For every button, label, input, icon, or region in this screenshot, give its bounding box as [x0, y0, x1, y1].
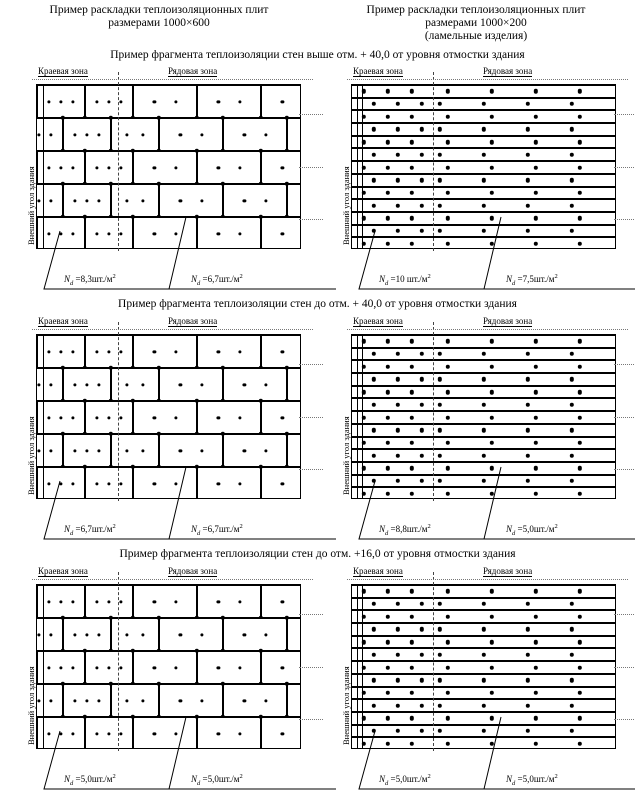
- zone-divider-line: [118, 322, 119, 501]
- label-edge-density: $N_d =8,3шт./м^2$: [64, 273, 116, 287]
- insulation-tile: [287, 118, 301, 151]
- outer-corner-label: Внешний угол здания: [341, 166, 351, 245]
- section-heading-2: Пример фрагмента теплоизоляции стен до отм. + 40,0 от уровня отмостки здания: [118, 298, 517, 310]
- lamella-strip: [352, 411, 616, 424]
- panel-slab-above-40: [16, 66, 331, 299]
- zone-label-field: Рядовая зона: [483, 566, 533, 576]
- title-left: [4, 4, 314, 30]
- label-edge-density: $N_d =8,8шт./м^2$: [379, 523, 431, 537]
- top-guide-line: [347, 79, 628, 80]
- corner-return-line: [43, 335, 44, 498]
- zone-label-edge: Краевая зона: [38, 66, 88, 76]
- insulation-tile: [197, 151, 261, 184]
- label-edge-density: $N_d =10$ $шт./м^2$: [379, 273, 431, 287]
- insulation-tile: [159, 184, 223, 217]
- zone-label-edge: Краевая зона: [353, 566, 403, 576]
- title-right-line1: Пример раскладки теплоизоляционных плит: [366, 4, 586, 16]
- label-field-density: $N_d =6,7шт./м^2$: [191, 523, 243, 537]
- label-field-density: $N_d =5,0шт./м^2$: [191, 773, 243, 787]
- zone-divider-line: [433, 72, 434, 251]
- right-guide-line-0: [614, 364, 635, 365]
- zone-divider-line: [118, 72, 119, 251]
- insulation-tile: [223, 184, 287, 217]
- top-guide-line: [347, 579, 628, 580]
- corner-return-line: [357, 335, 358, 498]
- insulation-tile: [159, 368, 223, 401]
- corner-return-line: [357, 85, 358, 248]
- lamella-strip: [352, 360, 616, 373]
- zone-label-edge: Краевая зона: [353, 66, 403, 76]
- right-guide-line-1: [299, 417, 323, 418]
- panel-slab-upto-16: [16, 566, 331, 799]
- right-guide-line-1: [614, 167, 635, 168]
- zone-label-edge: Краевая зона: [353, 316, 403, 326]
- corner-return-line-2: [362, 585, 363, 748]
- top-guide-line: [32, 579, 313, 580]
- right-guide-line-0: [614, 614, 635, 615]
- top-guide-line: [32, 79, 313, 80]
- label-edge-density: $N_d =5,0шт./м^2$: [64, 773, 116, 787]
- outer-corner-label: Внешний угол здания: [26, 166, 36, 245]
- insulation-tile: [133, 85, 197, 118]
- insulation-tile: [133, 335, 197, 368]
- right-guide-line-1: [299, 167, 323, 168]
- insulation-tile: [287, 368, 301, 401]
- zone-label-field: Рядовая зона: [483, 316, 533, 326]
- insulation-tile: [197, 401, 261, 434]
- right-guide-line-0: [614, 114, 635, 115]
- lamella-strip: [352, 110, 616, 123]
- label-field-density: $N_d =5,0шт./м^2$: [506, 773, 558, 787]
- insulation-tile: [159, 684, 223, 717]
- top-guide-line: [32, 329, 313, 330]
- panel-lamella-upto-40: [331, 316, 635, 549]
- lamella-strip: [352, 610, 616, 623]
- right-guide-line-0: [299, 364, 323, 365]
- right-guide-line-1: [614, 417, 635, 418]
- panel-slab-upto-40: [16, 316, 331, 549]
- corner-return-line-2: [362, 335, 363, 498]
- title-left-line1: Пример раскладки теплоизоляционных плит: [49, 4, 269, 16]
- insulation-tile: [287, 184, 301, 217]
- outer-corner-label: Внешний угол здания: [26, 416, 36, 495]
- insulation-tile: [197, 585, 261, 618]
- insulation-tile: [197, 651, 261, 684]
- section-heading-1: Пример фрагмента теплоизоляции стен выше отм. + 40,0 от уровня отмостки здания: [110, 49, 525, 61]
- label-field-density: $N_d =5,0шт./м^2$: [506, 523, 558, 537]
- corner-return-line: [357, 585, 358, 748]
- lamella-strip: [352, 636, 616, 649]
- insulation-tile: [133, 401, 197, 434]
- right-guide-line-0: [299, 114, 323, 115]
- insulation-tile: [159, 434, 223, 467]
- zone-label-edge: Краевая зона: [38, 316, 88, 326]
- lamella-strip: [352, 85, 616, 98]
- lamella-strip: [352, 136, 616, 149]
- corner-return-line: [43, 585, 44, 748]
- insulation-tile: [133, 151, 197, 184]
- insulation-tile: [197, 85, 261, 118]
- callout-field: [482, 215, 635, 291]
- corner-return-line: [43, 85, 44, 248]
- panel-lamella-upto-16: [331, 566, 635, 799]
- lamella-strip: [352, 161, 616, 174]
- right-guide-line-1: [299, 667, 323, 668]
- zone-divider-line: [118, 572, 119, 751]
- label-edge-density: $N_d =5,0шт./м^2$: [379, 773, 431, 787]
- title-right-line2: размерами 1000×200: [425, 17, 527, 29]
- insulation-tile: [287, 618, 301, 651]
- lamella-strip: [352, 386, 616, 399]
- insulation-tile: [287, 684, 301, 717]
- callout-field: [482, 465, 635, 541]
- lamella-strip: [352, 585, 616, 598]
- label-field-density: $N_d =6,7шт./м^2$: [191, 273, 243, 287]
- insulation-tile: [223, 118, 287, 151]
- panel-lamella-above-40: [331, 66, 635, 299]
- outer-corner-label: Внешний угол здания: [341, 416, 351, 495]
- lamella-strip: [352, 187, 616, 200]
- insulation-tile: [133, 651, 197, 684]
- title-right: [320, 4, 632, 43]
- label-field-density: $N_d =7,5шт./м^2$: [506, 273, 558, 287]
- lamella-strip: [352, 687, 616, 700]
- insulation-tile: [159, 118, 223, 151]
- insulation-tile: [223, 684, 287, 717]
- section-heading-3: Пример фрагмента теплоизоляции стен до отм. +16,0 от уровня отмостки здания: [119, 548, 516, 560]
- right-guide-line-1: [614, 667, 635, 668]
- lamella-strip: [352, 437, 616, 450]
- corner-return-line-2: [362, 85, 363, 248]
- callout-field: [482, 715, 635, 791]
- lamella-strip: [352, 661, 616, 674]
- insulation-tile: [197, 335, 261, 368]
- outer-corner-label: Внешний угол здания: [341, 666, 351, 745]
- title-left-line2: размерами 1000×600: [108, 17, 210, 29]
- insulation-tile: [223, 618, 287, 651]
- zone-label-field: Рядовая зона: [168, 66, 218, 76]
- right-guide-line-0: [299, 614, 323, 615]
- label-edge-density: $N_d =6,7шт./м^2$: [64, 523, 116, 537]
- zone-label-edge: Краевая зона: [38, 566, 88, 576]
- lamella-strip: [352, 335, 616, 348]
- insulation-tile: [287, 434, 301, 467]
- insulation-tile: [159, 618, 223, 651]
- zone-divider-line: [433, 572, 434, 751]
- outer-corner-label: Внешний угол здания: [26, 666, 36, 745]
- zone-label-field: Рядовая зона: [168, 566, 218, 576]
- top-guide-line: [347, 329, 628, 330]
- insulation-tile: [133, 585, 197, 618]
- zone-divider-line: [433, 322, 434, 501]
- insulation-tile: [223, 434, 287, 467]
- title-right-line3: (ламельные изделия): [424, 30, 528, 42]
- insulation-tile: [223, 368, 287, 401]
- zone-label-field: Рядовая зона: [483, 66, 533, 76]
- zone-label-field: Рядовая зона: [168, 316, 218, 326]
